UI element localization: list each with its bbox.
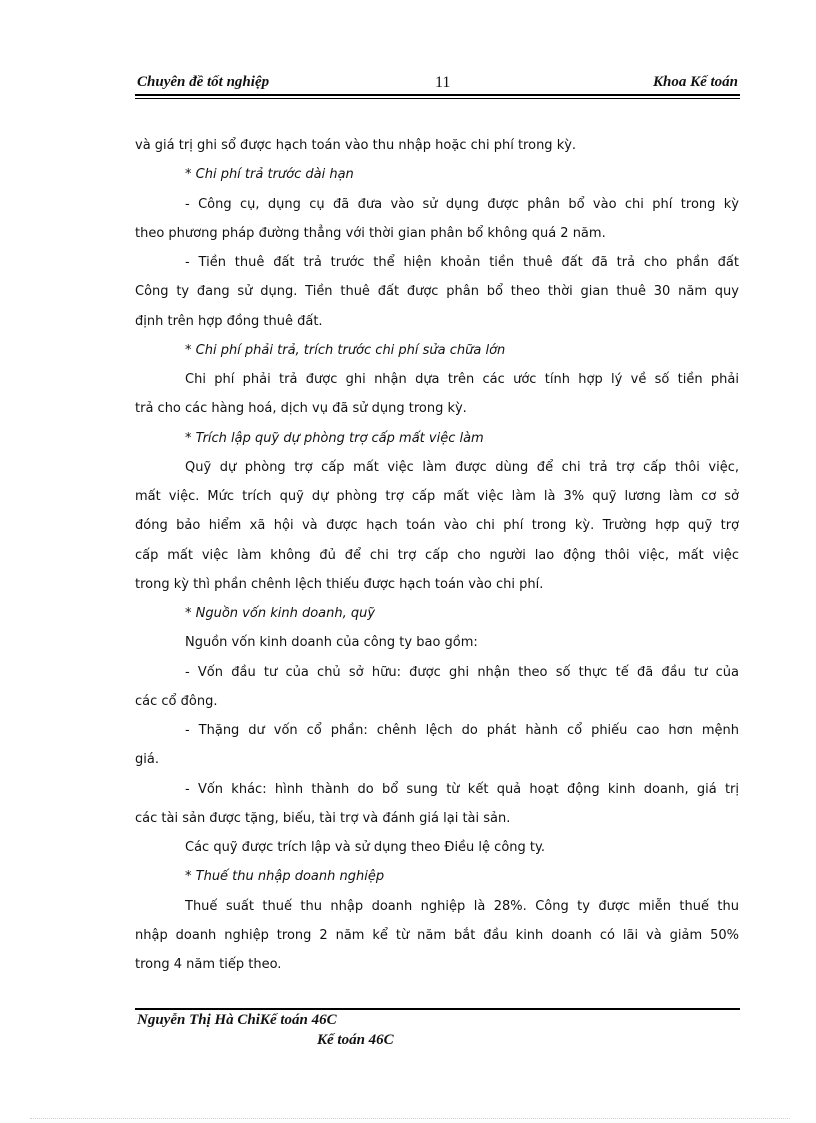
body-text-line: nhập doanh nghiệp trong 2 năm kể từ năm bắt đầu kinh doanh có lãi và giảm 50% <box>135 927 739 943</box>
section-heading: * Chi phí phải trả, trích trước chi phí sửa chữa lớn <box>185 342 506 358</box>
body-text-line: - Vốn đầu tư của chủ sở hữu: được ghi nhận theo số thực tế đã đầu tư của <box>185 664 739 680</box>
footer-rule <box>135 1008 740 1010</box>
body-text-line: định trên hợp đồng thuê đất. <box>135 313 323 329</box>
body-text-line: cấp mất việc làm không đủ để chi trợ cấp cho người lao động thôi việc, mất việc <box>135 547 739 563</box>
body-text-line: Quỹ dự phòng trợ cấp mất việc làm được dùng để chi trả trợ cấp thôi việc, <box>185 459 739 475</box>
body-text-line: Các quỹ được trích lập và sử dụng theo Điều lệ công ty. <box>185 840 545 855</box>
body-text-line: đóng bảo hiểm xã hội và được hạch toán vào chi phí trong kỳ. Trường hợp quỹ trợ <box>135 518 739 534</box>
body-text-line: các tài sản được tặng, biếu, tài trợ và đánh giá lại tài sản. <box>135 810 511 826</box>
footer-author: Nguyễn Thị Hà ChiKế toán 46C <box>137 1012 337 1028</box>
body-text-line: - Vốn khác: hình thành do bổ sung từ kết quả hoạt động kinh doanh, giá trị <box>185 781 739 797</box>
body-text-line: Nguồn vốn kinh doanh của công ty bao gồm: <box>185 635 478 651</box>
body-text-line: Chi phí phải trả được ghi nhận dựa trên các ước tính hợp lý về số tiền phải <box>185 372 739 387</box>
body-text-line: các cổ đông. <box>135 693 218 709</box>
page-edge-dotted-line <box>30 1118 790 1119</box>
body-text-line: theo phương pháp đường thẳng với thời gian phân bổ không quá 2 năm. <box>135 225 606 241</box>
page-number: 11 <box>435 74 451 91</box>
body-text-line: trong kỳ thì phần chênh lệch thiếu được hạch toán vào chi phí. <box>135 576 544 592</box>
document-body <box>135 131 739 979</box>
section-heading: * Nguồn vốn kinh doanh, quỹ <box>185 606 376 621</box>
section-heading: * Trích lập quỹ dự phòng trợ cấp mất việc làm <box>185 430 484 446</box>
section-heading: * Thuế thu nhập doanh nghiệp <box>185 869 385 885</box>
footer-class: Kế toán 46C <box>317 1032 394 1048</box>
body-text-line: - Công cụ, dụng cụ đã đưa vào sử dụng được phân bổ vào chi phí trong kỳ <box>185 196 739 212</box>
page-header <box>135 72 738 94</box>
header-rule-thin <box>135 98 740 99</box>
header-department: Khoa Kế toán <box>652 74 738 90</box>
section-heading: * Chi phí trả trước dài hạn <box>185 167 354 183</box>
body-text-line: - Tiền thuê đất trả trước thể hiện khoản tiền thuê đất đã trả cho phần đất <box>185 255 739 270</box>
header-title: Chuyên đề tốt nghiệp <box>137 74 270 90</box>
body-text-line: - Thặng dư vốn cổ phần: chênh lệch do phát hành cổ phiếu cao hơn mệnh <box>185 723 739 738</box>
header-rule-thick <box>135 94 740 96</box>
body-text-line: giá. <box>135 752 159 768</box>
body-text-line: trong 4 năm tiếp theo. <box>135 957 282 972</box>
body-text-line: trả cho các hàng hoá, dịch vụ đã sử dụng trong kỳ. <box>135 401 467 417</box>
body-text-line: Thuế suất thuế thu nhập doanh nghiệp là 28%. Công ty được miễn thuế thu <box>185 898 739 914</box>
body-text-line: Công ty đang sử dụng. Tiền thuê đất được phân bổ theo thời gian thuê 30 năm quy <box>135 284 739 300</box>
body-text-line: và giá trị ghi sổ được hạch toán vào thu nhập hoặc chi phí trong kỳ. <box>135 138 577 153</box>
body-text-line: mất việc. Mức trích quỹ dự phòng trợ cấp mất việc làm là 3% quỹ lương làm cơ sở <box>135 489 739 504</box>
